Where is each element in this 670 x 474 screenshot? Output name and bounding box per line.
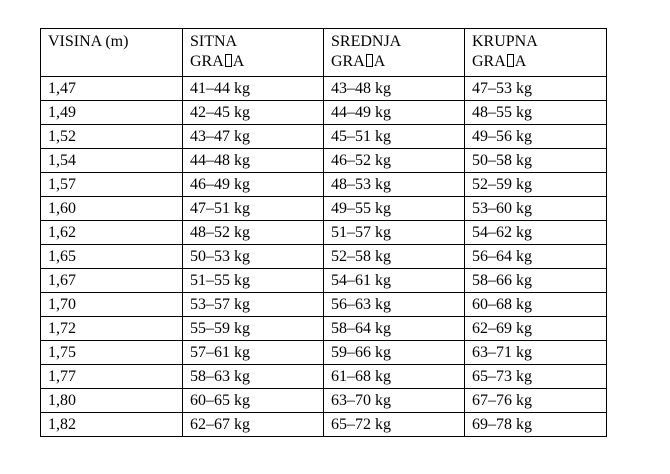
cell-small-frame: 58–63 kg (183, 365, 324, 389)
table-header (41, 29, 607, 77)
cell-large-frame: 58–66 kg (465, 269, 607, 293)
table-row (41, 365, 607, 389)
cell-large-frame: 50–58 kg (465, 149, 607, 173)
cell-medium-frame: 61–68 kg (324, 365, 465, 389)
cell-large-frame: 65–73 kg (465, 365, 607, 389)
cell-height: 1,62 (41, 221, 183, 245)
header-large-frame (465, 29, 607, 77)
cell-large-frame: 60–68 kg (465, 293, 607, 317)
cell-medium-frame: 44–49 kg (324, 101, 465, 125)
table-row (41, 173, 607, 197)
cell-large-frame: 56–64 kg (465, 245, 607, 269)
table-row (41, 317, 607, 341)
header-line: GRA A (472, 53, 527, 70)
table-row (41, 413, 607, 437)
weight-by-height-table (40, 28, 607, 437)
cell-large-frame: 67–76 kg (465, 389, 607, 413)
missing-glyph-box (366, 54, 373, 67)
cell-medium-frame: 54–61 kg (324, 269, 465, 293)
table-row (41, 269, 607, 293)
cell-medium-frame: 65–72 kg (324, 413, 465, 437)
header-line: GRA A (190, 53, 245, 70)
cell-small-frame: 48–52 kg (183, 221, 324, 245)
cell-medium-frame: 48–53 kg (324, 173, 465, 197)
missing-glyph-box (507, 54, 514, 67)
cell-large-frame: 49–56 kg (465, 125, 607, 149)
cell-height: 1,49 (41, 101, 183, 125)
cell-large-frame: 48–55 kg (465, 101, 607, 125)
header-line: GRA A (331, 53, 386, 70)
cell-height: 1,57 (41, 173, 183, 197)
cell-medium-frame: 51–57 kg (324, 221, 465, 245)
cell-height: 1,70 (41, 293, 183, 317)
cell-large-frame: 53–60 kg (465, 197, 607, 221)
cell-medium-frame: 58–64 kg (324, 317, 465, 341)
table-row (41, 389, 607, 413)
cell-small-frame: 46–49 kg (183, 173, 324, 197)
cell-medium-frame: 45–51 kg (324, 125, 465, 149)
cell-height: 1,65 (41, 245, 183, 269)
table-row (41, 341, 607, 365)
cell-height: 1,54 (41, 149, 183, 173)
cell-small-frame: 62–67 kg (183, 413, 324, 437)
cell-small-frame: 44–48 kg (183, 149, 324, 173)
table-row (41, 101, 607, 125)
header-small-frame (183, 29, 324, 77)
table-row (41, 77, 607, 101)
cell-height: 1,72 (41, 317, 183, 341)
cell-small-frame: 43–47 kg (183, 125, 324, 149)
header-line: SITNA (190, 33, 238, 50)
cell-height: 1,77 (41, 365, 183, 389)
cell-medium-frame: 63–70 kg (324, 389, 465, 413)
table-row (41, 125, 607, 149)
cell-small-frame: 50–53 kg (183, 245, 324, 269)
cell-height: 1,82 (41, 413, 183, 437)
cell-medium-frame: 43–48 kg (324, 77, 465, 101)
header-line: KRUPNA (472, 33, 538, 50)
cell-large-frame: 63–71 kg (465, 341, 607, 365)
cell-medium-frame: 46–52 kg (324, 149, 465, 173)
cell-medium-frame: 59–66 kg (324, 341, 465, 365)
cell-small-frame: 60–65 kg (183, 389, 324, 413)
cell-large-frame: 47–53 kg (465, 77, 607, 101)
cell-height: 1,60 (41, 197, 183, 221)
cell-medium-frame: 56–63 kg (324, 293, 465, 317)
header-line: SREDNJA (331, 33, 402, 50)
table-row (41, 149, 607, 173)
cell-small-frame: 42–45 kg (183, 101, 324, 125)
cell-small-frame: 57–61 kg (183, 341, 324, 365)
cell-height: 1,75 (41, 341, 183, 365)
cell-small-frame: 55–59 kg (183, 317, 324, 341)
cell-height: 1,80 (41, 389, 183, 413)
header-height (41, 29, 183, 77)
cell-small-frame: 47–51 kg (183, 197, 324, 221)
table-row (41, 221, 607, 245)
cell-large-frame: 69–78 kg (465, 413, 607, 437)
header-medium-frame (324, 29, 465, 77)
cell-small-frame: 41–44 kg (183, 77, 324, 101)
missing-glyph-box (225, 54, 232, 67)
cell-small-frame: 53–57 kg (183, 293, 324, 317)
cell-large-frame: 62–69 kg (465, 317, 607, 341)
cell-large-frame: 52–59 kg (465, 173, 607, 197)
table-row (41, 197, 607, 221)
cell-medium-frame: 49–55 kg (324, 197, 465, 221)
cell-small-frame: 51–55 kg (183, 269, 324, 293)
cell-height: 1,52 (41, 125, 183, 149)
table-body (41, 77, 607, 437)
table-row (41, 293, 607, 317)
table-row (41, 245, 607, 269)
cell-height: 1,67 (41, 269, 183, 293)
cell-large-frame: 54–62 kg (465, 221, 607, 245)
cell-medium-frame: 52–58 kg (324, 245, 465, 269)
header-line: VISINA (m) (48, 33, 129, 50)
cell-height: 1,47 (41, 77, 183, 101)
header-row (41, 29, 607, 77)
